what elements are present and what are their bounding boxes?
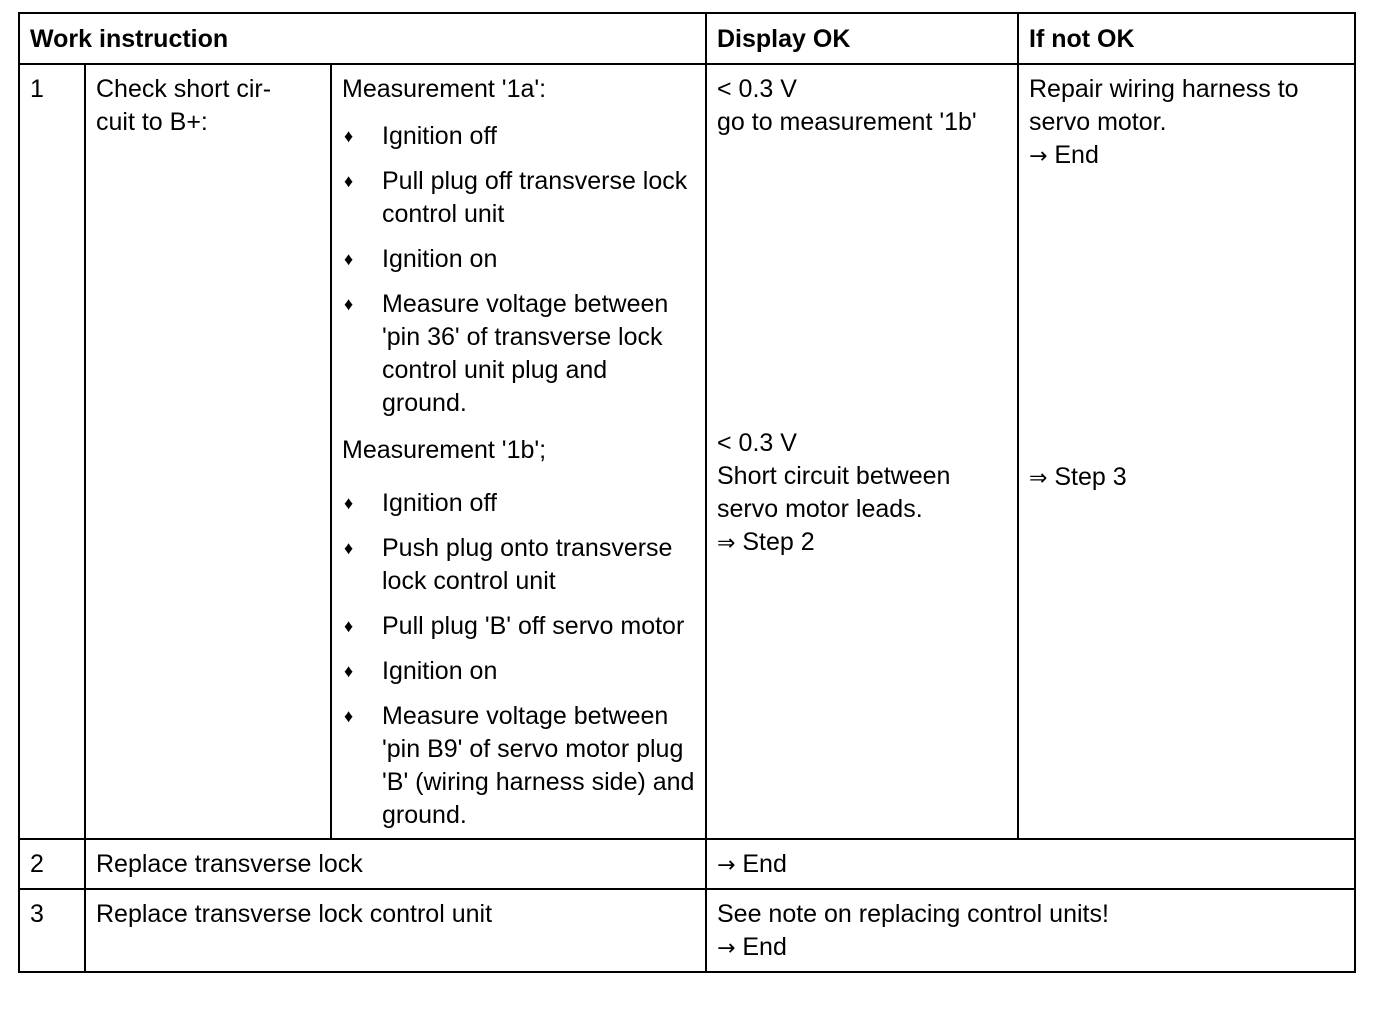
diamond-bullet-icon: ♦: [344, 126, 354, 146]
diamond-bullet-icon: ♦: [344, 538, 354, 558]
result-line: [717, 526, 1007, 560]
list-item: [342, 243, 695, 276]
result-1a-not-ok: [1029, 73, 1344, 173]
list-item-text: Pull plug off transverse lock control unit: [382, 167, 688, 228]
result-line: [1029, 139, 1344, 173]
display-ok-cell: [706, 64, 1018, 839]
header-work-instruction: Work instruction: [19, 13, 706, 64]
diamond-bullet-icon: ♦: [344, 171, 354, 191]
list-item-text: Measure voltage between 'pin 36' of transverse lock control unit plug and ground.: [382, 290, 669, 417]
list-item-text: Ignition off: [382, 122, 497, 150]
list-item: [342, 532, 695, 598]
list-item: [342, 700, 695, 832]
list-item: [342, 165, 695, 231]
step-number: 1: [19, 64, 85, 839]
list-item-text: Push plug onto transverse lock control unit: [382, 534, 673, 595]
result-text: End: [1047, 141, 1099, 169]
diamond-bullet-icon: ♦: [344, 493, 354, 513]
list-item-text: Measure voltage between 'pin B9' of servo motor plug 'B' (wiring harness side) and ground.: [382, 702, 695, 829]
result-1a-ok: [717, 73, 1007, 139]
diamond-bullet-icon: ♦: [344, 661, 354, 681]
list-item-text: Ignition on: [382, 245, 498, 273]
double-arrow-right-icon: ⇒: [1029, 466, 1048, 491]
list-item: [342, 120, 695, 153]
list-item-text: Pull plug 'B' off servo motor: [382, 612, 685, 640]
header-display-ok: Display OK: [706, 13, 1018, 64]
result-1b-not-ok: [1029, 461, 1344, 495]
header-row: [19, 13, 1355, 64]
list-item-text: Ignition on: [382, 657, 498, 685]
result-line: Short circuit between: [717, 462, 951, 490]
table-row-step-1: [19, 64, 1355, 839]
step-result: [706, 889, 1355, 972]
step-detail: [331, 64, 706, 839]
diamond-bullet-icon: ♦: [344, 616, 354, 636]
result-text: End: [735, 850, 787, 878]
result-text: End: [735, 933, 787, 961]
if-not-ok-cell: [1018, 64, 1355, 839]
step-result: [706, 839, 1355, 889]
result-line: [1029, 461, 1344, 495]
result-line: See note on replacing control units!: [717, 900, 1109, 928]
result-1b-ok: [717, 427, 1007, 560]
step-number: 2: [19, 839, 85, 889]
measurement-1b-label: Measurement '1b';: [342, 436, 547, 464]
step-number: 3: [19, 889, 85, 972]
list-item: [342, 655, 695, 688]
table-row-step-2: [19, 839, 1355, 889]
result-line: servo motor.: [1029, 108, 1167, 136]
double-arrow-right-icon: ⇒: [717, 531, 736, 556]
diamond-bullet-icon: ♦: [344, 294, 354, 314]
measurement-1a-steps: [342, 120, 695, 420]
step-title-line: cuit to B+:: [96, 108, 208, 136]
measurement-1a-label: Measurement '1a':: [342, 75, 547, 103]
result-line: < 0.3 V: [717, 429, 797, 457]
result-line: Repair wiring harness to: [1029, 75, 1299, 103]
step-title: [85, 64, 331, 839]
list-item: [342, 487, 695, 520]
result-line: servo motor leads.: [717, 495, 923, 523]
list-item: [342, 288, 695, 420]
result-text: Step 2: [735, 528, 815, 556]
arrow-right-icon: →: [1029, 144, 1048, 169]
result-line: < 0.3 V: [717, 75, 797, 103]
result-line: [717, 931, 1344, 965]
list-item-text: Ignition off: [382, 489, 497, 517]
arrow-right-icon: →: [717, 853, 736, 878]
header-if-not-ok: If not OK: [1018, 13, 1355, 64]
measurement-1b-steps: [342, 487, 695, 832]
list-item: [342, 610, 695, 643]
result-line: go to measurement '1b': [717, 108, 977, 136]
step-instruction: Replace transverse lock control unit: [85, 889, 706, 972]
step-instruction: Replace transverse lock: [85, 839, 706, 889]
diamond-bullet-icon: ♦: [344, 249, 354, 269]
work-instruction-table: [18, 12, 1356, 973]
table-row-step-3: [19, 889, 1355, 972]
diamond-bullet-icon: ♦: [344, 706, 354, 726]
result-text: Step 3: [1047, 463, 1127, 491]
arrow-right-icon: →: [717, 936, 736, 961]
step-title-line: Check short cir-: [96, 75, 272, 103]
